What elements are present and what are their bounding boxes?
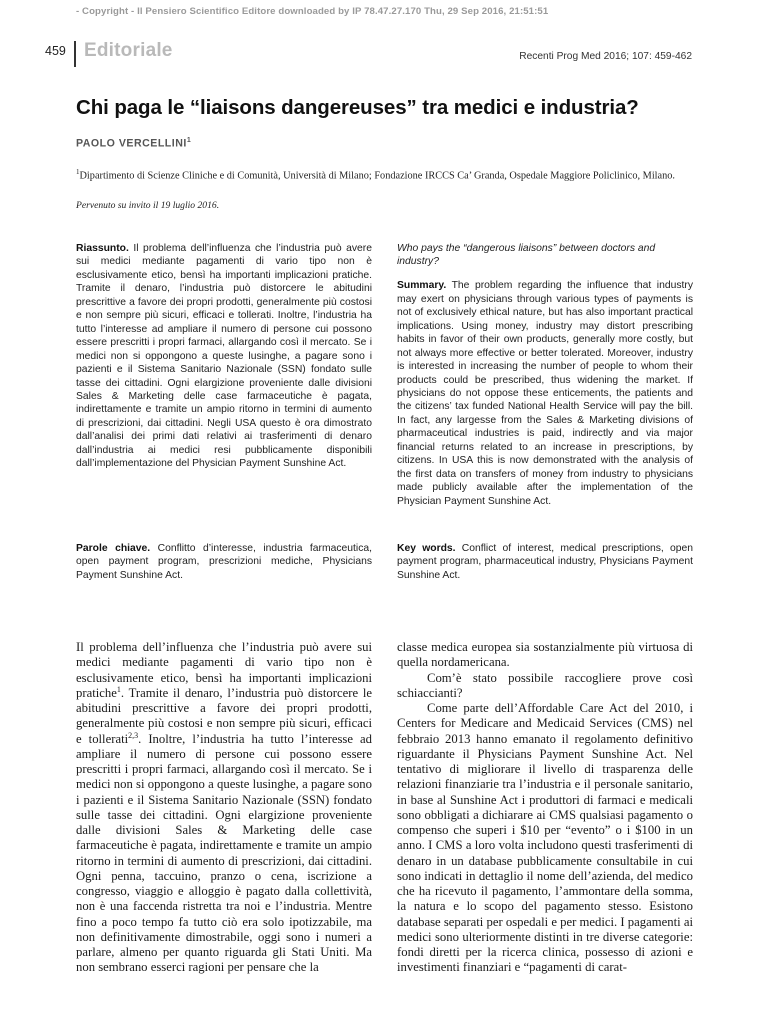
page-number: 459	[45, 44, 66, 58]
keywords-en-text: Conflict of interest, medical prescriptions, open payment program, pharmaceutical industry, Physicians Payment Sunshine Act.	[397, 543, 694, 581]
body-text: . Tramite il denaro, l’industria può distorcere le abitudini prescrittive a favore dei propri prodotti, generalmente più costosi e non sempre più sicuri, efficaci e tollerati	[76, 685, 372, 746]
body-text: . Inoltre, l’industria ha tutto l’interesse ad ampliare il numero di persone cui possono essere prescritti i propri farmaci, allargando così il mercato. Se i medici non si oppongono a queste lusinghe, a pagare sono i pazienti e il Sistema Sanitario Nazionale (SSN) fondato sulle tasse dei cittadini. Ogni elargizione proveniente dalle divisioni Sales & Marketing delle case farmaceutiche è pagata, indirettamente e tramite un ampio ritorno in termini di aumento di prescrizioni, dai cittadini. Ogni penna, taccuino, pranzo o cena, iscrizione a congresso, viaggio e alloggio è pagato dalla collettività, non è una faccenda ristretta tra noi e l’industria. Mentre fino a poco tempo fa tutto ciò era solo ipotizzabile, ma non definitivamente dimostrabile, oggi sono i numeri a parlare, almeno per quanto riguarda gli Stati Uniti. Ma non sembrano esserci ragioni per pensare che la	[76, 731, 372, 975]
affiliation-text: Dipartimento di Scienze Cliniche e di Comunità, Università di Milano; Fondazione IRCCS Ca’ Granda, Ospedale Maggiore Policlinico, Milano.	[79, 170, 675, 182]
abstract-en-text: The problem regarding the influence that industry may exert on physicians through various types of payments is not of exclusively ethical nature, but has also important practical implications. Using money, industry may distort prescribing habits in favor of their own products, generally more costly, but not always more effective or better tolerated. Moreover, industry is interested in increasing the number of people to whom their products could be prescribed, thus widening the market. If physicians do not oppose these enticements, the patients and the citizens’ tax funded National Health Service will pay the bill. In fact, any largesse from the Sales & Marketing divisions of pharmaceutical industries is paid, indirectly and via major financial returns related to an increase in prescriptions, by citizens. In USA this is now demonstrated with the analysis of the first data on transfers of money from industry to physicians made publicly available after the implementation of the Physician Payment Sunshine Act.	[397, 280, 693, 507]
received-date: Pervenuto su invito il 19 luglio 2016.	[76, 200, 220, 211]
citation-mark: 1	[116, 684, 121, 694]
keywords-en-label: Key words.	[397, 543, 456, 554]
abstract-english	[397, 242, 693, 508]
body-text: Il problema dell’influenza che l’industria può avere sui medici mediante pagamenti di vario tipo non è esclusivamente etico, bensì ha importanti implicazioni pratiche	[76, 640, 372, 700]
keywords-english	[397, 542, 693, 582]
citation-mark: 2,3	[128, 730, 139, 740]
abstract-en-label: Summary.	[397, 280, 447, 292]
body-column-right	[397, 640, 693, 976]
copyright-notice: - Copyright - Il Pensiero Scientifico Editore downloaded by IP 78.47.27.170 Thu, 29 Sep 2016, 21:51:51	[76, 6, 549, 17]
affiliation	[76, 166, 696, 182]
affiliation-mark: 1	[76, 168, 80, 176]
abstract-it-label: Riassunto.	[76, 243, 129, 254]
body-paragraph: Come parte dell’Affordable Care Act del 2010, i Centers for Medicare and Medicaid Services (CMS) nel febbraio 2013 hanno emanato il regolamento definitivo riguardante il Physicians Payment Sunshine Act. Nel tentativo di migliorare il livello di trasparenza delle relazioni finanziarie tra l’industria e il personale sanitario, in base al Sunshine Act i produttori di farmaci e medicali sono obbligati a dichiarare ai CMS qualsiasi pagamento o compenso che superi i $10 per “evento” o i $100 in un anno. I CMS a loro volta includono questi trasferimenti di denaro in un database pubblicamente consultabile in cui sono indicati in dettaglio il nome dell’azienda, del medico che ha ricevuto il pagamento, l’ammontare della somma, la natura e lo scopo del pagamento stesso. Esistono database separati per ospedali e per medici. I pagamenti ai medici sono ulteriormente distinti in tre diverse categorie: fondi diretti per la ricerca clinica, possesso di azioni e investimenti finanziari e “pagamenti di carat-	[397, 701, 693, 975]
section-label: Editoriale	[84, 40, 173, 61]
abstract-italian	[76, 242, 372, 471]
body-paragraph	[76, 640, 372, 976]
author-name	[76, 137, 191, 150]
body-paragraph: classe medica europea sia sostanzialmente più virtuosa di quella nordamericana.	[397, 640, 693, 670]
journal-reference: Recenti Prog Med 2016; 107: 459-462	[519, 51, 692, 62]
abstract-it-text: Il problema dell’influenza che l’industria può avere sui medici mediante pagamenti di vario tipo non è esclusivamente etico, bensì ha importanti implicazioni pratiche. Tramite il denaro, l’industria può distorcere le abitudini prescrittive a favore dei propri prodotti, generalmente più costosi e non sempre più sicuri, efficaci e tollerati. Inoltre, l’industria ha tutto l’interesse ad ampliare il numero di persone cui possono essere prescritti i propri farmaci, allargando così il mercato. Se i medici non si oppongono a queste lusinghe, a pagare sono i pazienti e il Sistema Sanitario Nazionale (SSN) fondato sulle tasse dei cittadini. Ogni elargizione proveniente dalle divisioni Sales & Marketing delle case farmaceutiche è pagata, indirettamente e tramite un ampio ritorno in termini di aumento di prescrizioni, dai cittadini. Negli USA questo è ora dimostrato dall’analisi dei primi dati relativi ai trasferimenti di denaro dall’industria ai medici resi pubblicamente disponibili dall’implementazione del Physician Payment Sunshine Act.	[76, 243, 372, 470]
keywords-it-label: Parole chiave.	[76, 543, 151, 554]
header-divider	[74, 41, 76, 67]
keywords-it-text: Conflitto d’interesse, industria farmaceutica, open payment program, prescrizioni mediche, Physicians Payment Sunshine Act.	[76, 543, 372, 581]
keywords-italian	[76, 542, 372, 582]
english-title: Who pays the “dangerous liaisons” between doctors and industry?	[397, 243, 656, 268]
body-paragraph: Com’è stato possibile raccogliere prove così schiaccianti?	[397, 670, 693, 700]
article-title: Chi paga le “liaisons dangereuses” tra medici e industria?	[76, 96, 639, 119]
body-column-left	[76, 640, 372, 976]
author-affiliation-mark: 1	[186, 137, 192, 144]
author-text: PAOLO VERCELLINI	[76, 137, 187, 150]
